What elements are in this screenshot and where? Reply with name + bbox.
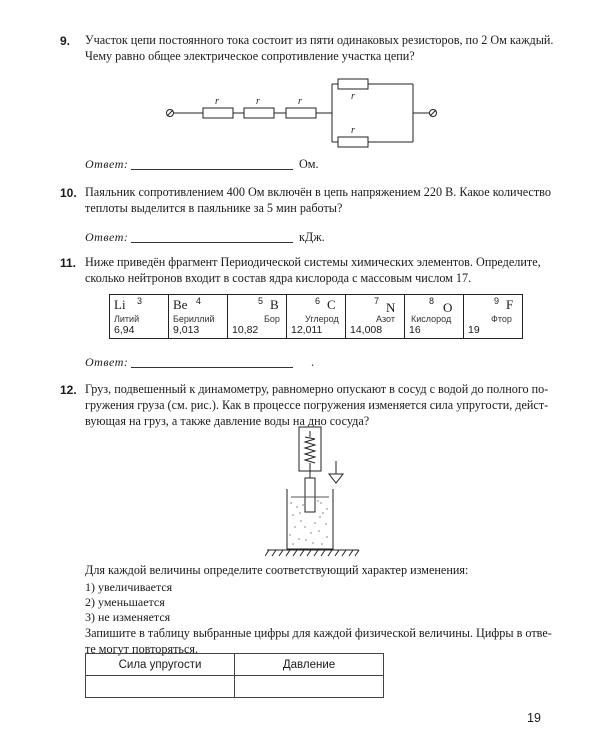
element-mass: 6,94 bbox=[114, 324, 135, 336]
element-cell-n bbox=[346, 295, 405, 339]
element-number: 6 bbox=[315, 296, 321, 306]
element-mass: 10,82 bbox=[232, 324, 259, 336]
circuit-diagram bbox=[160, 70, 450, 155]
weight bbox=[305, 478, 315, 512]
element-name: Литий bbox=[114, 314, 140, 324]
resistor-label-4: r bbox=[351, 91, 355, 102]
question-11-unit: . bbox=[311, 355, 315, 369]
element-name: Азот bbox=[376, 314, 395, 324]
question-11-line-1: Ниже приведён фрагмент Периодической системы химических элементов. Определите, bbox=[85, 255, 541, 269]
resistor-3 bbox=[286, 108, 316, 118]
element-number: 7 bbox=[374, 296, 380, 306]
element-number: 3 bbox=[137, 296, 143, 306]
resistor-label-1: r bbox=[215, 96, 219, 107]
element-symbol: N bbox=[386, 300, 396, 315]
option-1: 1) увеличивается bbox=[85, 580, 173, 594]
answer-table bbox=[85, 653, 384, 698]
element-symbol: Be bbox=[173, 297, 188, 312]
arrow-down-icon bbox=[329, 474, 343, 483]
question-12-line-1: Груз, подвешенный к динамометру, равномерно опускают в сосуд с водой до полного по- bbox=[85, 382, 549, 396]
question-9-unit: Ом. bbox=[299, 157, 319, 171]
resistor-5 bbox=[338, 137, 368, 147]
element-name: Бериллий bbox=[173, 314, 215, 324]
option-3: 3) не изменяется bbox=[85, 610, 171, 624]
question-9-answer-field[interactable] bbox=[131, 157, 293, 170]
element-cell-b bbox=[228, 295, 287, 339]
question-11-number: 11. bbox=[60, 256, 77, 270]
question-12-number: 12. bbox=[60, 383, 77, 397]
element-cell-be bbox=[169, 295, 228, 339]
element-mass: 19 bbox=[468, 324, 480, 336]
answer-table-header-pressure: Давление bbox=[235, 654, 384, 676]
question-12-instruction: Для каждой величины определите соответствующий характер изменения: bbox=[85, 563, 469, 577]
question-10-unit: кДж. bbox=[299, 230, 325, 244]
question-10-text bbox=[85, 184, 580, 216]
question-10-answer-label: Ответ: bbox=[85, 230, 129, 244]
periodic-table-fragment bbox=[109, 294, 523, 339]
question-10-line-2: теплоты выделится в паяльнике за 5 мин работы? bbox=[85, 201, 343, 215]
option-2: 2) уменьшается bbox=[85, 595, 165, 609]
question-11-answer-label: Ответ: bbox=[85, 355, 129, 369]
element-name: Углерод bbox=[305, 314, 339, 324]
element-mass: 9,013 bbox=[173, 324, 200, 336]
resistor-1 bbox=[203, 108, 233, 118]
question-12-line-2: гружения груза (см. рис.). Как в процессе погружения изменяется сила упругости, дейст- bbox=[85, 398, 549, 412]
element-symbol: F bbox=[506, 297, 514, 312]
element-cell-li bbox=[110, 295, 169, 339]
resistor-2 bbox=[244, 108, 274, 118]
question-10-line-1: Паяльник сопротивлением 400 Ом включён в цепь напряжением 220 В. Какое количество bbox=[85, 185, 551, 199]
question-11-answer-field[interactable] bbox=[131, 355, 293, 368]
element-number: 4 bbox=[196, 296, 202, 306]
answer-cell-elastic-force[interactable] bbox=[86, 676, 235, 698]
question-12-table-note-line-1: Запишите в таблицу выбранные цифры для каждой физической величины. Цифры в отве- bbox=[85, 626, 552, 640]
dynamometer-vessel-diagram bbox=[265, 425, 375, 562]
element-symbol: C bbox=[327, 297, 336, 312]
question-10-number: 10. bbox=[60, 186, 77, 200]
question-12-table-note-line-2: те могут повторяться. bbox=[85, 642, 199, 656]
answer-cell-pressure[interactable] bbox=[235, 676, 384, 698]
question-9-text bbox=[85, 32, 580, 64]
question-9-line-1: Участок цепи постоянного тока состоит из пяти одинаковых резисторов, по 2 Ом каждый. bbox=[85, 33, 554, 47]
question-11-text bbox=[85, 254, 580, 286]
resistor-label-3: r bbox=[298, 96, 302, 107]
question-12-text bbox=[85, 381, 580, 429]
resistor-4 bbox=[338, 79, 368, 89]
element-symbol: Li bbox=[114, 297, 126, 312]
element-cell-c bbox=[287, 295, 346, 339]
resistor-label-2: r bbox=[256, 96, 260, 107]
page-number: 19 bbox=[527, 711, 541, 725]
element-symbol: O bbox=[443, 300, 453, 315]
element-cell-f bbox=[464, 295, 523, 339]
question-12-line-3: вующая на груз, а также давление воды на дно сосуда? bbox=[85, 414, 370, 428]
question-10-answer-field[interactable] bbox=[131, 230, 293, 243]
question-9-line-2: Чему равно общее электрическое сопротивление участка цепи? bbox=[85, 49, 415, 63]
element-number: 9 bbox=[494, 296, 500, 306]
question-11-line-2: сколько нейтронов входит в состав ядра кислорода с массовым числом 17. bbox=[85, 271, 472, 285]
element-name: Фтор bbox=[491, 314, 512, 324]
element-number: 5 bbox=[258, 296, 264, 306]
element-symbol: B bbox=[270, 297, 279, 312]
element-name: Бор bbox=[264, 314, 280, 324]
element-number: 8 bbox=[429, 296, 435, 306]
resistor-label-5: r bbox=[351, 125, 355, 136]
question-9-number: 9. bbox=[60, 34, 71, 48]
element-mass: 16 bbox=[409, 324, 421, 336]
element-cell-o bbox=[405, 295, 464, 339]
element-mass: 14,008 bbox=[350, 324, 383, 336]
question-9-answer-label: Ответ: bbox=[85, 157, 129, 171]
answer-table-header-elastic-force: Сила упругости bbox=[86, 654, 235, 676]
element-mass: 12,011 bbox=[291, 324, 323, 336]
element-name: Кислород bbox=[411, 314, 452, 324]
